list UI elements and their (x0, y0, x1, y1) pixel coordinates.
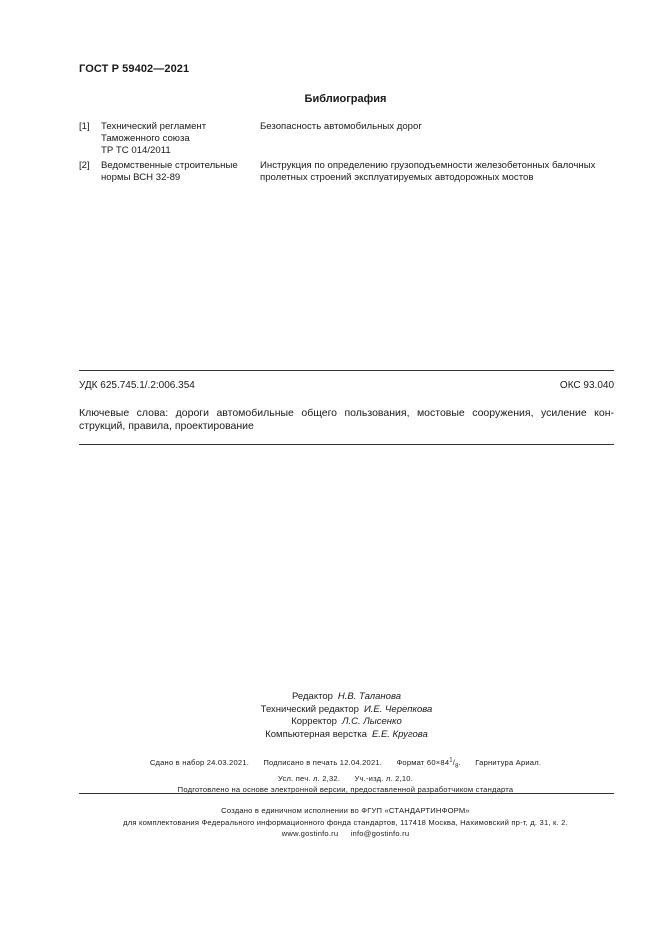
credit-editor (0, 691, 661, 704)
description-line: Инструкция по определению грузоподъемности железобетонных балочных (260, 160, 596, 171)
footer-contacts (0, 828, 661, 840)
credit-tech-editor (0, 704, 661, 717)
entry-source (101, 121, 261, 157)
source-line: нормы ВСН 32-89 (101, 172, 181, 183)
credit-role: Корректор (291, 716, 337, 727)
source-line: Ведомственные строительные (101, 160, 238, 171)
credit-role: Редактор (292, 691, 333, 702)
credit-layout (0, 729, 661, 742)
divider (79, 444, 614, 445)
imprint-prepared: Подготовлено на основе электронной версии, предоставленной разработчиком стандарта (177, 785, 514, 795)
publisher-footer (0, 805, 661, 840)
keywords: Ключевые слова: дороги автомобильные общего пользования, мостовые сооружения, усиление кон-струкций, правила, проектирование (79, 407, 614, 432)
document-code: ГОСТ Р 59402—2021 (79, 63, 190, 75)
format-numerator: 1 (449, 757, 453, 763)
credit-name: И.Е. Черепкова (363, 703, 433, 715)
imprint-print-sheets: Усл. печ. л. 2,32. (277, 773, 341, 783)
credit-role: Технический редактор (260, 703, 359, 715)
credit-role: Компьютерная верстка (265, 728, 367, 740)
credit-corrector (0, 716, 661, 729)
imprint-line (0, 773, 661, 785)
description-line: Безопасность автомобильных дорог (260, 121, 422, 132)
imprint-line (0, 755, 661, 773)
imprint-submitted: Сдано в набор 24.03.2021. (149, 757, 250, 767)
source-line: Таможенного союза (101, 133, 190, 144)
divider (79, 793, 614, 794)
entry-description (260, 160, 620, 184)
imprint-typeface: Гарнитура Ариал. (475, 757, 542, 767)
entry-source (101, 160, 261, 184)
footer-line: для комплектования Федерального информационного фонда стандартов, 117418 Москва, Нахимовский пр-т, д. 31, к. 2. (123, 817, 568, 827)
udk-code: УДК 625.745.1/.2:006.354 (79, 380, 195, 391)
format-denominator: 8 (455, 763, 459, 770)
credit-name: Л.С. Лысенко (341, 716, 402, 727)
entry-description (260, 121, 620, 133)
imprint-format: Формат $60\times 84^1/_8$. (396, 757, 461, 770)
credit-name: Е.Е. Кругова (371, 728, 428, 740)
credits-block (0, 691, 661, 741)
credit-name: Н.В. Таланова (337, 691, 401, 702)
website-link[interactable]: www.gostinfo.ru (281, 829, 339, 838)
description-line: пролетных строений эксплуатируемых автодорожных мостов (260, 172, 534, 183)
imprint-signed: Подписано в печать 12.04.2021. (263, 757, 383, 767)
imprint-pub-sheets: Уч.-изд. л. 2,10. (354, 773, 414, 783)
footer-line: Создано в единичном исполнении во ФГУП «СТАНДАРТИНФОРМ» (221, 806, 470, 815)
entry-number: [1] (79, 121, 90, 132)
entry-number: [2] (79, 160, 90, 171)
oks-code: ОКС 93.040 (559, 380, 614, 391)
email-link[interactable]: info@gostinfo.ru (350, 829, 410, 838)
bibliography-title: Библиография (304, 93, 387, 105)
imprint-block (0, 755, 661, 796)
source-line: ТР ТС 014/2011 (101, 145, 171, 156)
source-line: Технический регламент (101, 121, 207, 132)
divider (79, 370, 614, 371)
